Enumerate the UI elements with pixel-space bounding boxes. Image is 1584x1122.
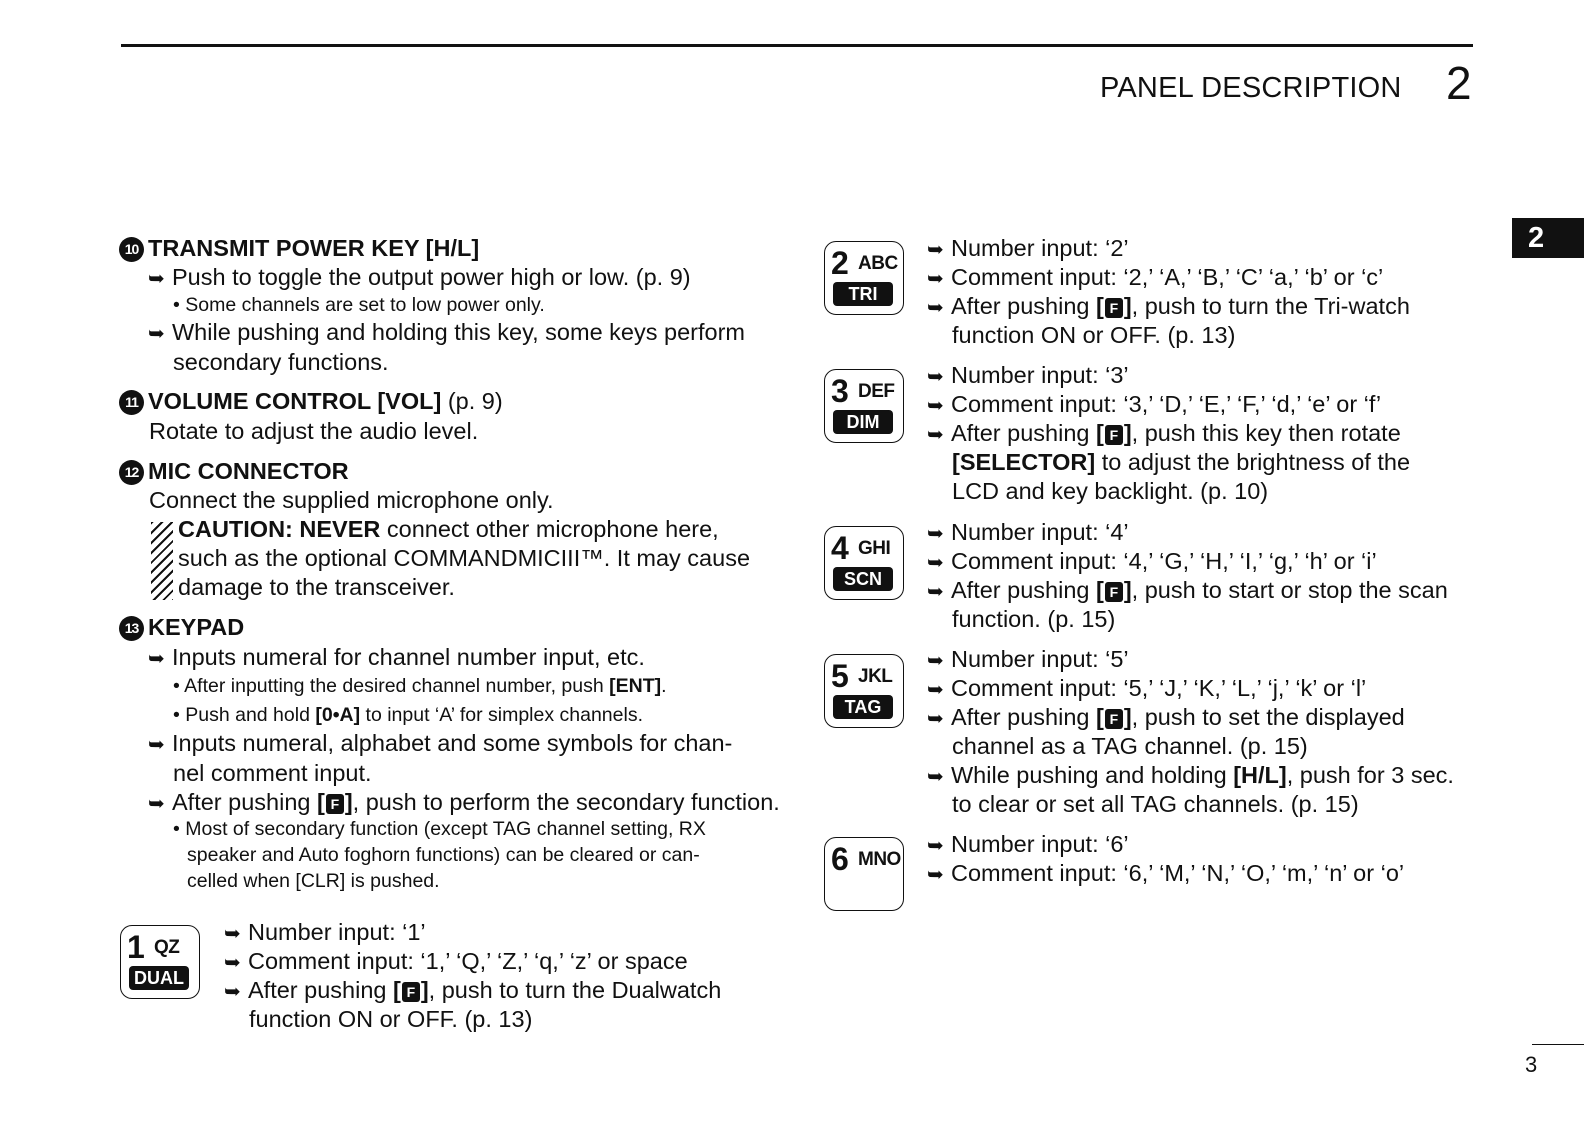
key-1-qz-icon: 1 QZ DUAL <box>120 925 200 999</box>
arrow-icon: ➥ <box>927 239 944 261</box>
item-mic-connector: 12 MIC CONNECTOR <box>119 457 349 485</box>
caution-text: CAUTION: NEVER connect other microphone here, <box>178 516 719 542</box>
key-2-line: ➥ Comment input: ‘2,’ ‘A,’ ‘B,’ ‘C’ ‘a,’ ‘b’ or ‘c’ <box>927 263 1383 293</box>
key-5-line: channel as a TAG channel. (p. 15) <box>952 733 1308 759</box>
arrow-icon: ➥ <box>927 424 944 446</box>
key-5-line: to clear or set all TAG channels. (p. 15) <box>952 791 1359 817</box>
sub-bullet: • Most of secondary function (except TAG channel setting, RX <box>173 818 706 840</box>
arrow-icon: ➥ <box>927 268 944 290</box>
key-2-line: ➥ Number input: ‘2’ <box>927 234 1129 264</box>
key-3-line: ➥ Number input: ‘3’ <box>927 361 1129 391</box>
arrow-icon: ➥ <box>148 793 165 815</box>
item-number-badge: 12 <box>119 460 144 485</box>
bullet-line: ➥ Push to toggle the output power high or low. (p. 9) <box>148 263 691 293</box>
key-5-line: ➥ After pushing [ F ], push to set the displayed <box>927 703 1405 733</box>
item-keypad: 13 KEYPAD <box>119 613 244 641</box>
key-5-line: ➥ Comment input: ‘5,’ ‘J,’ ‘K,’ ‘L,’ ‘j,’ ‘k’ or ‘l’ <box>927 674 1366 704</box>
key-4-ghi-icon: 4 GHI SCN <box>824 526 904 600</box>
arrow-icon: ➥ <box>927 708 944 730</box>
arrow-icon: ➥ <box>927 366 944 388</box>
function-key-icon: F <box>1105 298 1123 318</box>
key-6-line: ➥ Number input: ‘6’ <box>927 830 1129 860</box>
key-1-line: function ON or OFF. (p. 13) <box>249 1006 533 1032</box>
key-2-line: ➥ After pushing [ F ], push to turn the Tri-watch <box>927 292 1410 322</box>
key-2-line: function ON or OFF. (p. 13) <box>952 322 1236 348</box>
key-5-jkl-icon: 5 JKL TAG <box>824 654 904 728</box>
key-3-line: ➥ Comment input: ‘3,’ ‘D,’ ‘E,’ ‘F,’ ‘d,’ ‘e’ or ‘f’ <box>927 390 1381 420</box>
arrow-icon: ➥ <box>148 648 165 670</box>
function-key-icon: F <box>1105 582 1123 602</box>
arrow-icon: ➥ <box>927 581 944 603</box>
caution-text: such as the optional COMMANDMICIII™. It may cause <box>178 545 751 571</box>
key-5-line: ➥ Number input: ‘5’ <box>927 645 1129 675</box>
sub-bullet: • After inputting the desired channel number, push [ENT]. <box>173 675 667 697</box>
arrow-icon: ➥ <box>927 650 944 672</box>
arrow-icon: ➥ <box>224 952 241 974</box>
item-number-badge: 10 <box>119 237 144 262</box>
function-key-icon: F <box>402 982 420 1002</box>
bullet-line: ➥ Inputs numeral for channel number input, etc. <box>148 643 645 673</box>
arrow-icon: ➥ <box>148 268 165 290</box>
arrow-icon: ➥ <box>927 835 944 857</box>
bullet-line: ➥ While pushing and holding this key, some keys perform <box>148 318 745 348</box>
header-rule <box>121 44 1473 47</box>
key-5-line: ➥ While pushing and holding [H/L], push for 3 sec. <box>927 761 1454 791</box>
bullet-line: ➥ After pushing [ F ], push to perform the secondary function. <box>148 788 780 818</box>
key-3-def-icon: 3 DEF DIM <box>824 369 904 443</box>
sub-bullet: • Push and hold [0•A] to input ‘A’ for simplex channels. <box>173 704 643 726</box>
key-3-line: ➥ After pushing [ F ], push this key then rotate <box>927 419 1401 449</box>
footer-rule <box>1532 1044 1584 1045</box>
arrow-icon: ➥ <box>927 395 944 417</box>
bullet-continuation: nel comment input. <box>173 760 372 786</box>
key-4-line: ➥ After pushing [ F ], push to start or stop the scan <box>927 576 1448 606</box>
page-title: PANEL DESCRIPTION <box>1100 72 1402 104</box>
body-text: Connect the supplied microphone only. <box>149 487 554 513</box>
key-6-line: ➥ Comment input: ‘6,’ ‘M,’ ‘N,’ ‘O,’ ‘m,’ ‘n’ or ‘o’ <box>927 859 1404 889</box>
key-1-line: ➥ After pushing [ F ], push to turn the Dualwatch <box>224 976 721 1006</box>
sub-bullet-continuation: celled when [CLR] is pushed. <box>187 870 440 892</box>
bullet-continuation: secondary functions. <box>173 349 389 375</box>
key-2-abc-icon: 2 ABC TRI <box>824 241 904 315</box>
sub-bullet: • Some channels are set to low power only. <box>173 294 545 316</box>
item-number-badge: 13 <box>119 616 144 641</box>
key-4-line: ➥ Comment input: ‘4,’ ‘G,’ ‘H,’ ‘I,’ ‘g,’ ‘h’ or ‘i’ <box>927 547 1377 577</box>
function-key-icon: F <box>1105 425 1123 445</box>
arrow-icon: ➥ <box>148 734 165 756</box>
key-3-line: [SELECTOR] to adjust the brightness of the <box>952 449 1411 475</box>
caution-text: damage to the transceiver. <box>178 574 455 600</box>
caution-hatch-icon <box>151 522 173 600</box>
key-1-line: ➥ Comment input: ‘1,’ ‘Q,’ ‘Z,’ ‘q,’ ‘z’ or space <box>224 947 688 977</box>
arrow-icon: ➥ <box>927 297 944 319</box>
key-1-line: ➥ Number input: ‘1’ <box>224 918 426 948</box>
key-4-line: function. (p. 15) <box>952 606 1116 632</box>
arrow-icon: ➥ <box>927 523 944 545</box>
key-4-line: ➥ Number input: ‘4’ <box>927 518 1129 548</box>
arrow-icon: ➥ <box>224 981 241 1003</box>
body-text: Rotate to adjust the audio level. <box>149 418 479 444</box>
item-transmit-power-key: 10 TRANSMIT POWER KEY [H/L] <box>119 234 479 262</box>
item-number-badge: 11 <box>119 390 144 415</box>
arrow-icon: ➥ <box>148 323 165 345</box>
arrow-icon: ➥ <box>927 864 944 886</box>
arrow-icon: ➥ <box>224 923 241 945</box>
function-key-icon: F <box>326 794 344 814</box>
arrow-icon: ➥ <box>927 552 944 574</box>
function-key-icon: F <box>1105 709 1123 729</box>
section-number: 2 <box>1446 57 1472 109</box>
sub-bullet-continuation: speaker and Auto foghorn functions) can be cleared or can- <box>187 844 700 866</box>
arrow-icon: ➥ <box>927 679 944 701</box>
key-3-line: LCD and key backlight. (p. 10) <box>952 478 1269 504</box>
bullet-line: ➥ Inputs numeral, alphabet and some symbols for chan- <box>148 729 732 759</box>
key-6-mno-icon: 6 MNO <box>824 837 904 911</box>
section-tab: 2 <box>1512 218 1584 258</box>
item-volume-control: 11 VOLUME CONTROL [VOL] (p. 9) <box>119 387 503 415</box>
page-number: 3 <box>1525 1052 1538 1077</box>
arrow-icon: ➥ <box>927 766 944 788</box>
